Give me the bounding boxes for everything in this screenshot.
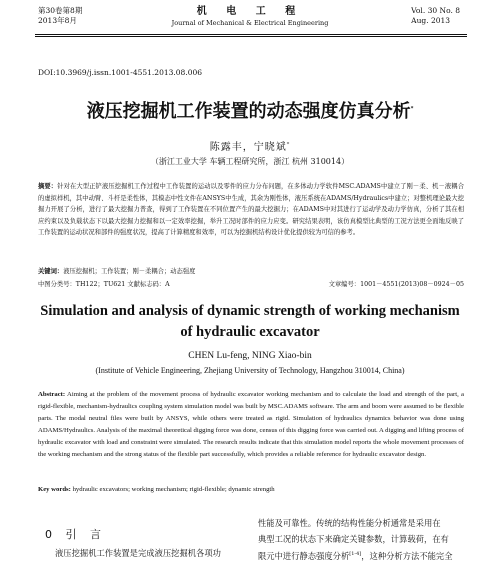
body-text-right bbox=[258, 516, 468, 564]
abstract-cn-label: 摘要： bbox=[38, 183, 58, 190]
paper-title-en bbox=[30, 301, 470, 343]
citation-ref: [1-4] bbox=[349, 551, 362, 557]
journal-title-en: Journal of Mechanical & Electrical Engineering bbox=[171, 19, 329, 27]
affiliation-en: (Institute of Vehicle Engineering, Zhejiang University of Technology, Hangzhou 310014, China) bbox=[95, 366, 405, 375]
abstract-en-label: Abstract: bbox=[38, 391, 66, 398]
header-volume-cn bbox=[38, 6, 82, 26]
header-rule-top bbox=[35, 34, 467, 35]
paper-title-cn bbox=[30, 97, 470, 123]
section-number: 0 bbox=[45, 528, 52, 541]
paper-title-en-line1: Simulation and analysis of dynamic strength of working mechanism bbox=[40, 303, 460, 319]
keywords-en-text: hydraulic excavators; working mechanism; rigid-flexible; dynamic strength bbox=[72, 486, 275, 493]
class-number-cn: 中图分类号：TH122；TU621 文献标志码：A bbox=[38, 281, 170, 288]
keywords-en-label: Key words: bbox=[38, 486, 71, 493]
body-right-line1: 性能及可靠性。传统的结构性能分析通常是采用在 bbox=[258, 518, 441, 528]
authors-cn-text: 陈露丰，宁晓斌 bbox=[209, 142, 287, 153]
section-heading-intro bbox=[45, 526, 101, 542]
paper-title-en-line2: of hydraulic excavator bbox=[180, 324, 320, 340]
keywords-cn-text: 液压挖掘机；工作装置；刚－柔耦合；动态强度 bbox=[63, 268, 196, 275]
section-title: 引 言 bbox=[65, 528, 101, 541]
abstract-en-text: Aiming at the problem of the movement process of hydraulic excavator working mechanism and to calculate the load and strength of the part, a rigid-flexible, mechanism-hydraulics coupling system simulation model was built by MSC.ADAMS software. The arm and boom were assumed to be flexible parts. The modal neutral files were built by ANSYS, while others were treated as rigid. Simulation of hydraulics dynamics behavior was done using ADAMS/Hydraulics. Analysis of the maximal theoretical digging force was done, census of this digging force was carried out. A digging and lifting process of hydraulic excavator with load and constraint were simulated. The research results indicate that this simulation model reports the whole movement processes of the working mechanism and the strong status of the flexible part successfully, which provides a reliable reference for hydraulic excavator design. bbox=[38, 391, 464, 459]
body-right-line2: 典型工况的状态下来确定关键参数，计算载荷，在有 bbox=[258, 533, 449, 544]
date-cn: 2013年8月 bbox=[38, 16, 77, 25]
keywords-cn-label: 关键词： bbox=[38, 268, 64, 275]
abstract-cn-text: 针对在大型正铲液压挖掘机工作过程中工作装置的运动以及零件的应力分布问题，在多体动力学软件MSC.ADAMS中建立了刚－柔、机－液耦合的虚拟样机，其中动臂、斗杆是柔性体，其模态中性文件在ANSYS中生成，其余为刚性体，液压系统在ADAMS/Hydraulics中建立；对整机理论最大挖掘力开展了分析，进行了最大挖掘力普查，得到了工作装置在不同位置产生的最大挖掘力；在ADAMS中对其进行了运动学及动力学仿真，分析了其在相应约束以及负载状态下以最大挖掘力挖掘和以一定效率挖掘，举升工况时部件的应力应变。研究结果表明，该仿真模型比典型的工况方法更全面地反映了工作装置的运动状况和部件的强度状况，提高了计算精度和效率，可以为挖掘机结构设计优化提供较为可信的参考。 bbox=[38, 183, 464, 236]
body-right-line3a: 限元中进行静态强度分析 bbox=[258, 550, 350, 561]
keywords-cn bbox=[38, 266, 195, 275]
affiliation-cn: （浙江工业大学 车辆工程研究所，浙江 杭州 310014） bbox=[150, 157, 350, 166]
title-footnote-mark: * bbox=[410, 106, 414, 112]
journal-title bbox=[150, 5, 350, 28]
article-number-cn: 文章编号：1001－4551(2013)08－0924－05 bbox=[328, 281, 464, 288]
paper-title-cn-text: 液压挖掘机工作装置的动态强度仿真分析 bbox=[86, 101, 411, 122]
volume-cn: 第30卷第8期 bbox=[38, 6, 83, 15]
authors-cn bbox=[30, 138, 470, 153]
abstract-cn bbox=[38, 181, 464, 239]
keywords-en bbox=[38, 486, 464, 493]
volume-en: Vol. 30 No. 8 bbox=[411, 6, 460, 15]
body-text-left: 液压挖掘机工作装置是完成液压挖掘机各项功 bbox=[55, 548, 221, 558]
journal-title-cn: 机 电 工 程 bbox=[196, 6, 304, 17]
doi: DOI:10.3969/j.issn.1001-4551.2013.08.006 bbox=[38, 68, 203, 77]
header-rule-bottom bbox=[35, 36, 467, 37]
authors-en: CHEN Lu-feng, NING Xiao-bin bbox=[188, 351, 312, 361]
abstract-en bbox=[38, 389, 464, 462]
date-en: Aug. 2013 bbox=[411, 16, 451, 25]
author-mark: * bbox=[286, 141, 291, 148]
header-volume-en bbox=[411, 6, 460, 26]
body-right-line3b: ，这种分析方法不能完全 bbox=[361, 550, 453, 561]
body-right-line3 bbox=[258, 547, 468, 564]
classification-line bbox=[38, 279, 464, 288]
